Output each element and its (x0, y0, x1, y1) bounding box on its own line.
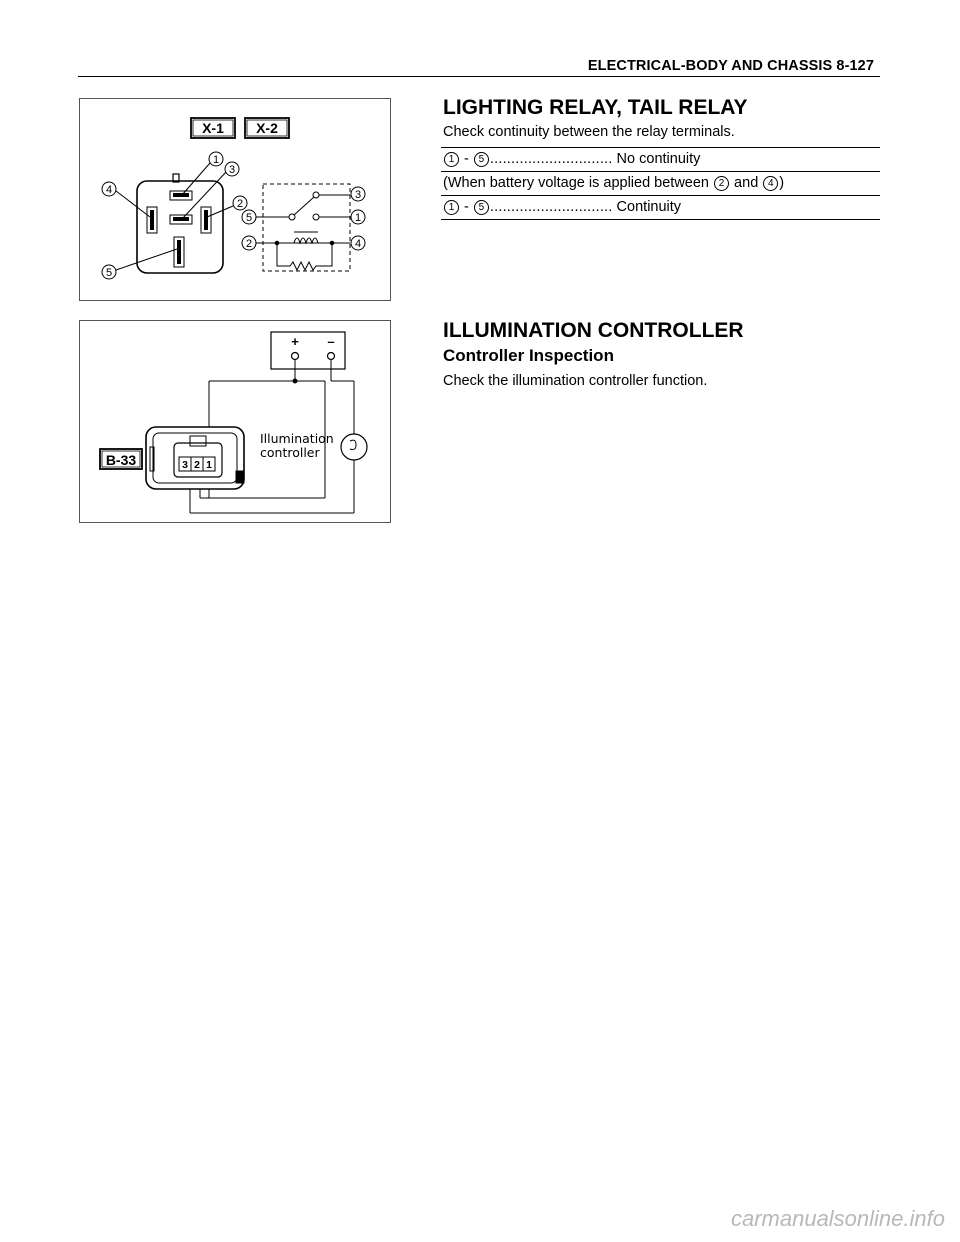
illumination-controller-figure (79, 320, 391, 523)
terminal-1-mark: 1 (444, 152, 459, 167)
svg-text:3: 3 (228, 164, 236, 176)
svg-text:4: 4 (354, 238, 362, 250)
illumination-title: ILLUMINATION CONTROLLER (443, 319, 744, 342)
voltage-condition-row: (When battery voltage is applied between 2 and 4 ) (441, 171, 880, 195)
lighting-relay-title: LIGHTING RELAY, TAIL RELAY (443, 96, 748, 119)
svg-text:3: 3 (354, 189, 362, 201)
lighting-relay-intro: Check continuity between the relay terminals. (443, 124, 735, 140)
connector-b33 (146, 427, 244, 489)
illumination-diagram (80, 321, 390, 522)
svg-text:2: 2 (245, 238, 253, 250)
plus-terminal: + (291, 334, 299, 349)
header-rule (78, 76, 880, 77)
page-header: ELECTRICAL-BODY AND CHASSIS 8-127 (587, 58, 874, 74)
svg-text:X-1: X-1 (202, 120, 224, 136)
svg-text:4: 4 (105, 184, 113, 196)
terminal-1-mark: 1 (444, 200, 459, 215)
controller-inspection-subtitle: Controller Inspection (443, 346, 614, 365)
terminal-2-mark: 2 (714, 176, 729, 191)
continuity-row-voltage: 1 - 5 ............................. Continuity (441, 195, 880, 220)
site-watermark: carmanualsonline.info (730, 1206, 945, 1231)
svg-text:5: 5 (245, 212, 253, 224)
terminal-5-mark: 5 (474, 152, 489, 167)
svg-text:3: 3 (182, 459, 188, 471)
relay-schematic (256, 184, 350, 271)
terminal-5-mark: 5 (474, 200, 489, 215)
svg-text:2: 2 (194, 459, 200, 471)
connector-tag-b33 (100, 449, 142, 469)
svg-text:5: 5 (105, 267, 113, 279)
svg-text:X-2: X-2 (256, 120, 278, 136)
bulb-icon (341, 434, 367, 460)
svg-text:2: 2 (236, 198, 244, 210)
result-text: Continuity (612, 199, 682, 215)
schematic-callouts (242, 187, 365, 250)
relay-terminal-figure (79, 98, 391, 301)
pin-numbers (182, 459, 212, 471)
svg-text:1: 1 (212, 154, 220, 166)
svg-text:1: 1 (354, 212, 362, 224)
relay-diagram (80, 99, 390, 300)
connector-tag-x1 (191, 118, 235, 138)
continuity-row-no-voltage: 1 - 5 ............................. No continuity (441, 147, 880, 171)
minus-terminal: – (327, 334, 335, 349)
continuity-table (441, 147, 880, 220)
svg-text:B-33: B-33 (105, 452, 137, 468)
illumination-controller-label-line1: Illumination (260, 431, 334, 446)
svg-text:1: 1 (206, 459, 212, 471)
illumination-text: Check the illumination controller function. (443, 373, 708, 389)
illumination-controller-label-line2: controller (260, 445, 320, 460)
connector-tag-x2 (245, 118, 289, 138)
result-text: No continuity (612, 151, 701, 167)
terminal-4-mark: 4 (763, 176, 778, 191)
